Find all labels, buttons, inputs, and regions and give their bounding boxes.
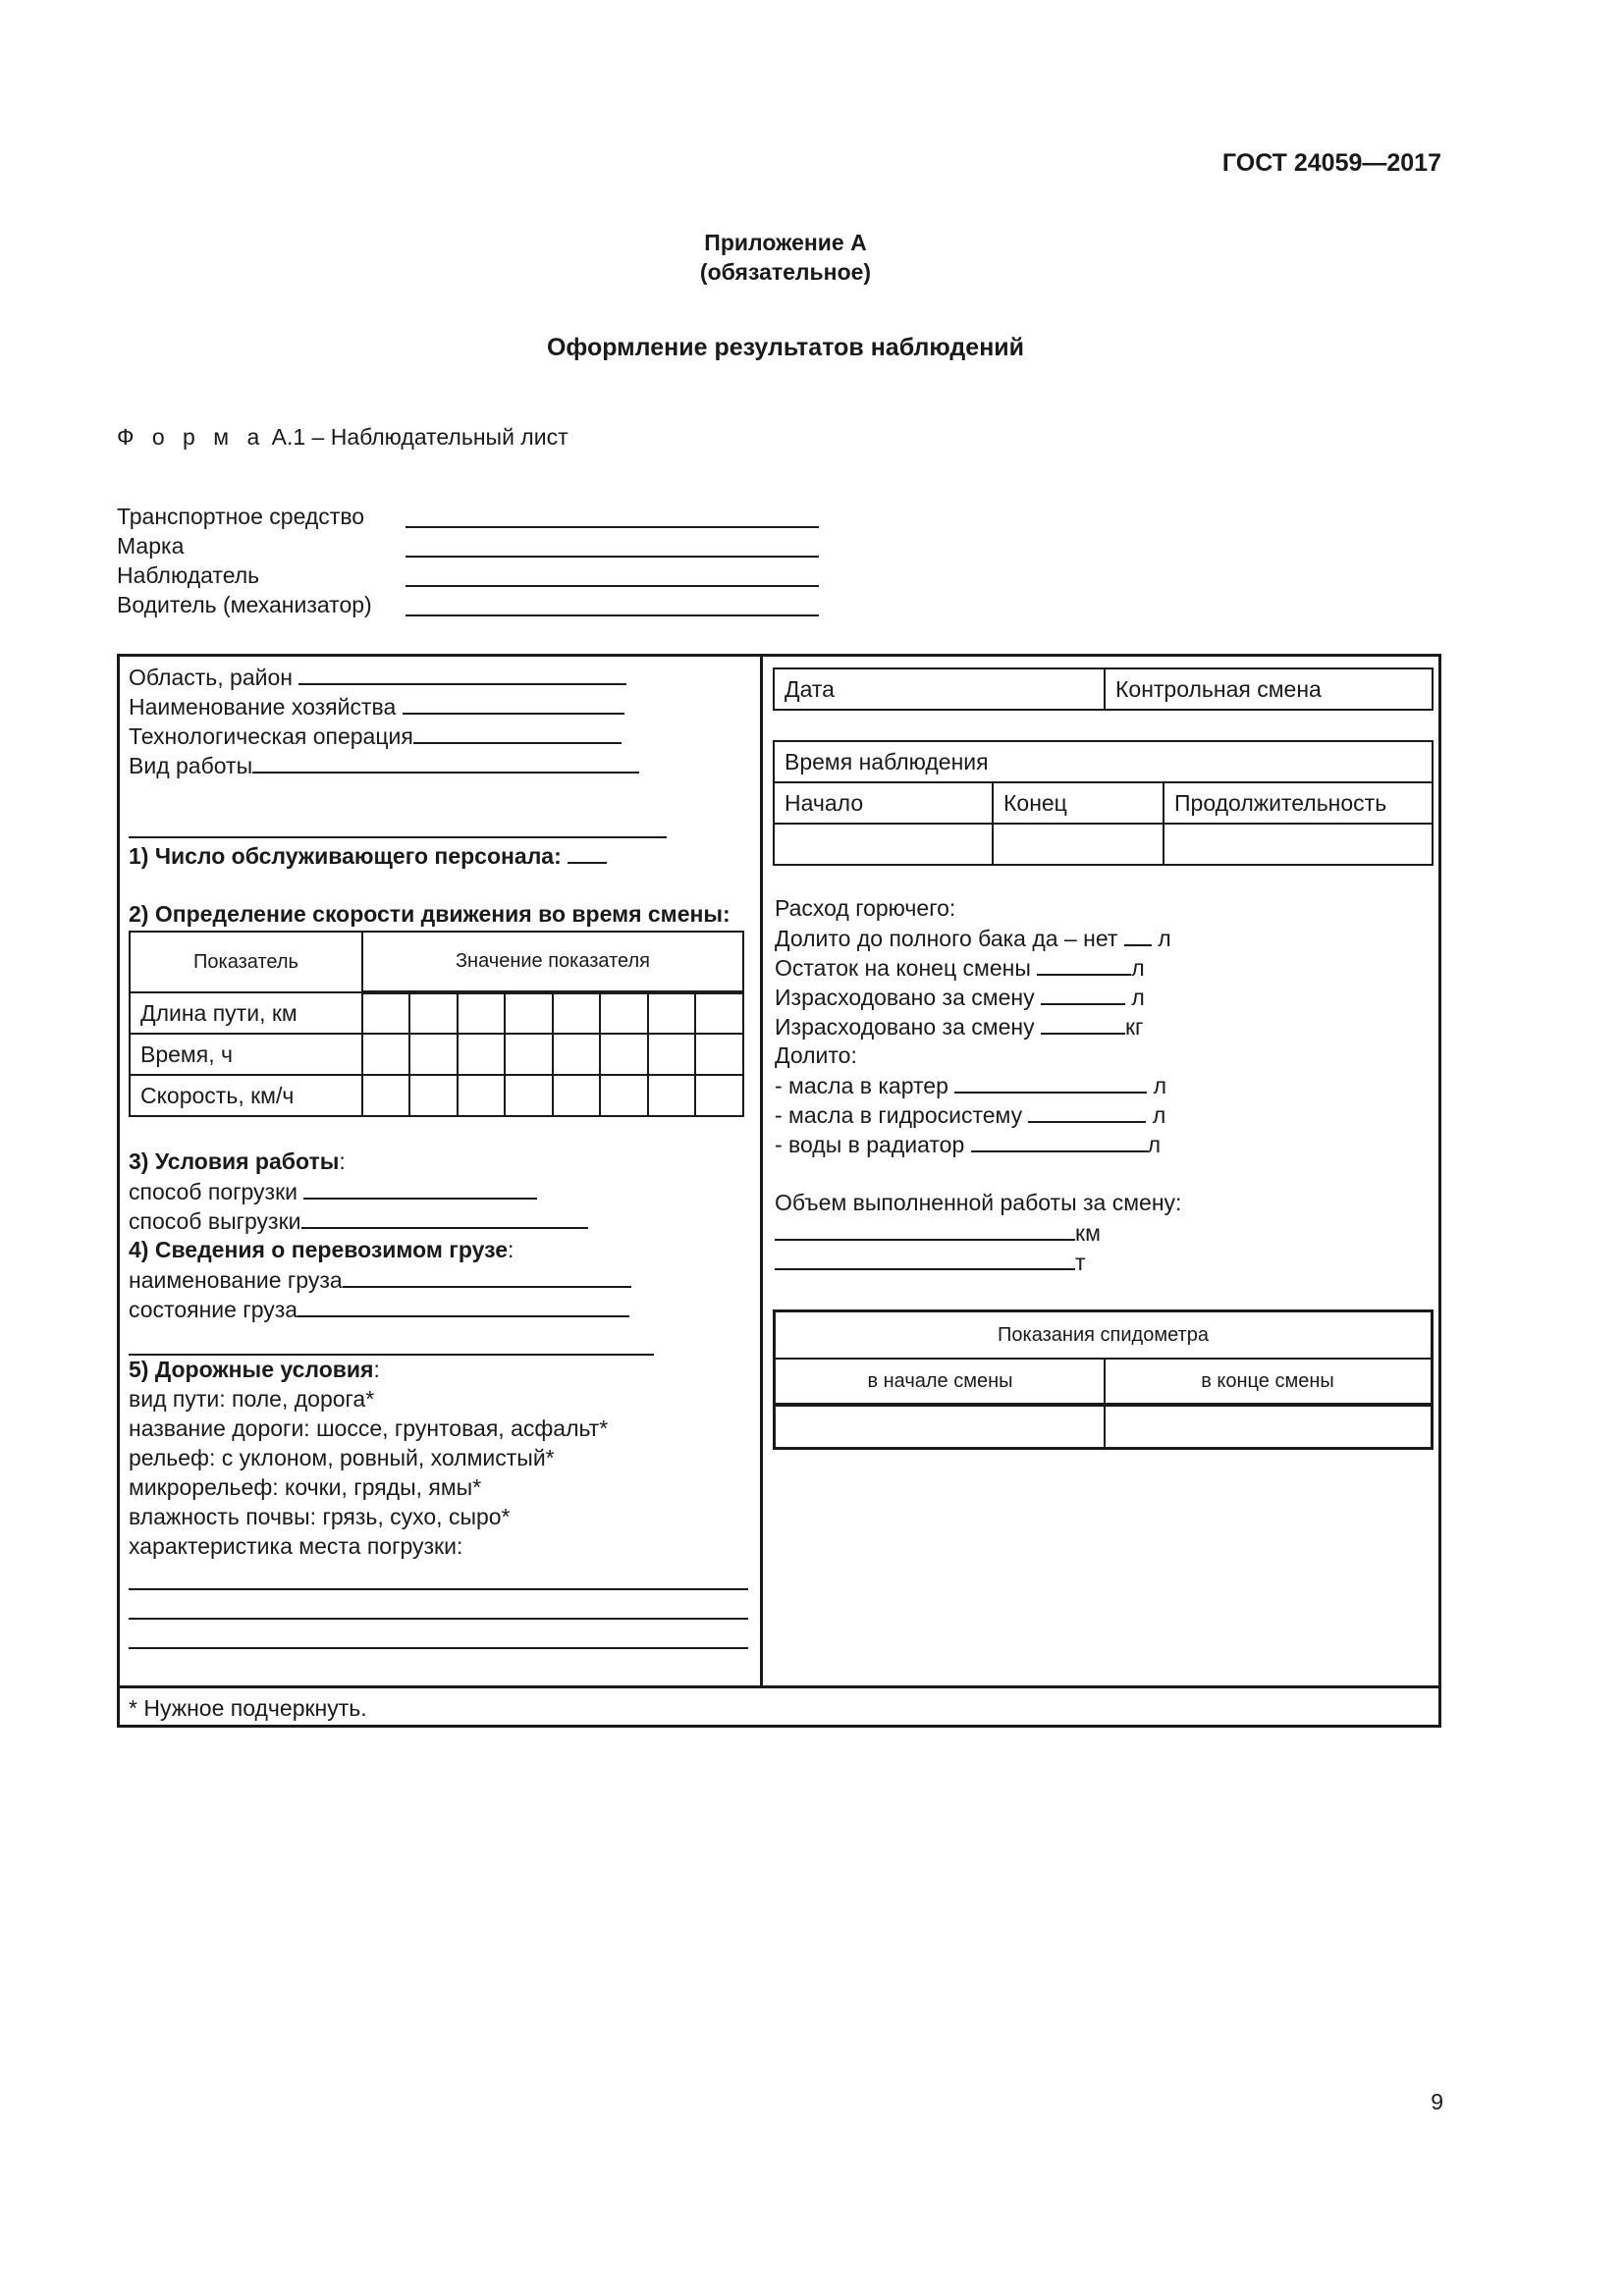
speed-cell[interactable] — [553, 1075, 600, 1116]
speedometer-start-header: в начале смены — [867, 1370, 1013, 1392]
staff-count-field[interactable] — [129, 840, 607, 871]
page-number: 9 — [1431, 2089, 1443, 2114]
speed-cell[interactable] — [409, 1034, 457, 1075]
blank-line[interactable] — [129, 1588, 748, 1590]
speed-cell[interactable] — [458, 1034, 505, 1075]
loading-label: способ погрузки — [129, 1179, 298, 1204]
speed-row-label: Время, ч — [130, 1034, 362, 1075]
speed-cell[interactable] — [505, 992, 552, 1034]
road-condition-line: микрорельеф: кочки, гряды, ямы* — [129, 1474, 482, 1500]
cargo-state-label: состояние груза — [129, 1297, 298, 1322]
speed-cell[interactable] — [648, 992, 695, 1034]
blank-line[interactable] — [129, 1647, 748, 1649]
page-title: Оформление результатов наблюдений — [546, 334, 1025, 361]
speed-cell[interactable] — [600, 992, 647, 1034]
speed-table-header-indicator: Показатель — [130, 932, 362, 992]
observation-time-table — [773, 740, 1434, 866]
fuel-remain-field[interactable]: Остаток на конец смены л — [775, 952, 1145, 983]
speed-cell[interactable] — [695, 1075, 743, 1116]
speed-cell[interactable] — [362, 1034, 409, 1075]
control-shift-cell[interactable]: Контрольная смена — [1105, 668, 1433, 710]
section-4-heading: 4) Сведения о перевозимом грузе: — [129, 1237, 514, 1262]
speedometer-table — [773, 1309, 1434, 1450]
column-divider — [760, 654, 763, 1688]
operation-field[interactable] — [129, 721, 622, 751]
cargo-name-field[interactable] — [129, 1264, 631, 1295]
speed-cell[interactable] — [362, 992, 409, 1034]
speed-cell[interactable] — [600, 1075, 647, 1116]
speed-cell[interactable] — [695, 992, 743, 1034]
road-condition-line: вид пути: поле, дорога* — [129, 1386, 375, 1412]
fuel-used-liters-field[interactable]: Израсходовано за смену л — [775, 982, 1145, 1012]
vehicle-input-line[interactable] — [406, 585, 819, 587]
speed-cell[interactable] — [458, 992, 505, 1034]
farm-field[interactable] — [129, 691, 624, 721]
blank-line[interactable] — [129, 1618, 748, 1620]
speedometer-end-cell[interactable] — [1107, 1407, 1431, 1446]
speed-cell[interactable] — [600, 1034, 647, 1075]
volume-t-field[interactable]: т — [775, 1247, 1086, 1277]
cargo-name-label: наименование груза — [129, 1267, 343, 1293]
vehicle-field-label: Наблюдатель — [117, 562, 260, 588]
loading-field[interactable] — [129, 1176, 537, 1206]
added-title: Долито: — [775, 1042, 857, 1068]
duration-cell[interactable] — [1164, 824, 1433, 865]
fuel-title: Расход горючего: — [775, 895, 956, 921]
water-radiator-field[interactable]: - воды в радиатор л — [775, 1129, 1161, 1159]
fuel-topped-field[interactable]: Долито до полного бака да – нет л — [775, 923, 1171, 953]
footnote-divider — [117, 1685, 1441, 1688]
road-condition-line: рельеф: с уклоном, ровный, холмистый* — [129, 1445, 555, 1470]
vehicle-field-label: Водитель (механизатор) — [117, 592, 372, 617]
region-field[interactable] — [129, 662, 626, 692]
section-5-heading: 5) Дорожные условия: — [129, 1357, 380, 1382]
speed-row-label: Длина пути, км — [130, 992, 362, 1034]
form-caption — [117, 424, 568, 451]
footnote: * Нужное подчеркнуть. — [129, 1695, 367, 1721]
section-2-heading: 2) Определение скорости движения во время смены: — [129, 901, 731, 927]
cargo-state-field[interactable] — [129, 1294, 629, 1324]
volume-km-field[interactable]: км — [775, 1217, 1101, 1248]
observation-time-heading: Время наблюдения — [774, 741, 1433, 782]
duration-header: Продолжительность — [1164, 782, 1433, 824]
vehicle-input-line[interactable] — [406, 614, 819, 616]
vehicle-field-label: Марка — [117, 533, 185, 559]
speed-cell[interactable] — [409, 1075, 457, 1116]
date-cell[interactable]: Дата — [774, 668, 1105, 710]
speedometer-start-cell[interactable] — [776, 1407, 1103, 1446]
appendix-title: Приложение А — [704, 230, 867, 255]
work-type-label: Вид работы — [129, 753, 253, 778]
speed-cell[interactable] — [553, 1034, 600, 1075]
vehicle-input-line[interactable] — [406, 526, 819, 528]
work-type-field[interactable] — [129, 750, 639, 780]
start-header: Начало — [774, 782, 993, 824]
vehicle-field-label: Транспортное средство — [117, 504, 365, 529]
form-caption-text: А.1 – Наблюдательный лист — [271, 424, 568, 450]
speed-cell[interactable] — [695, 1034, 743, 1075]
form-caption-prefix: Ф о р м а — [117, 424, 266, 450]
speed-cell[interactable] — [505, 1034, 552, 1075]
speed-cell[interactable] — [458, 1075, 505, 1116]
section-1-heading: 1) Число обслуживающего персонала: — [129, 843, 562, 869]
speed-cell[interactable] — [362, 1075, 409, 1116]
volume-title: Объем выполненной работы за смену: — [775, 1190, 1182, 1215]
vehicle-input-line[interactable] — [406, 556, 819, 558]
speed-table — [129, 931, 744, 1117]
speedometer-title: Показания спидометра — [998, 1324, 1209, 1346]
section-3-heading: 3) Условия работы: — [129, 1148, 346, 1174]
speed-cell[interactable] — [648, 1075, 695, 1116]
road-condition-line: характеристика места погрузки: — [129, 1533, 463, 1559]
end-header: Конец — [993, 782, 1164, 824]
vehicle-fields — [117, 502, 372, 619]
region-label: Область, район — [129, 665, 293, 690]
farm-label: Наименование хозяйства — [129, 694, 397, 720]
unloading-field[interactable] — [129, 1205, 588, 1236]
road-condition-line: название дороги: шоссе, грунтовая, асфальт* — [129, 1415, 609, 1441]
speed-table-header-value: Значение показателя — [362, 932, 743, 992]
date-shift-table — [773, 667, 1434, 711]
speed-row-label: Скорость, км/ч — [130, 1075, 362, 1116]
appendix-heading — [589, 228, 982, 287]
speed-cell[interactable] — [409, 992, 457, 1034]
speed-cell[interactable] — [648, 1034, 695, 1075]
road-condition-line: влажность почвы: грязь, сухо, сыро* — [129, 1504, 511, 1529]
blank-line[interactable] — [129, 836, 667, 838]
standard-number: ГОСТ 24059—2017 — [1221, 149, 1441, 177]
start-cell[interactable] — [774, 824, 993, 865]
oil-case-field[interactable]: - масла в картер л — [775, 1070, 1166, 1100]
fuel-used-kg-field[interactable]: Израсходовано за смену кг — [775, 1011, 1143, 1041]
appendix-subtitle: (обязательное) — [699, 259, 872, 285]
speed-cell[interactable] — [505, 1075, 552, 1116]
unloading-label: способ выгрузки — [129, 1208, 301, 1234]
end-cell[interactable] — [993, 824, 1164, 865]
operation-label: Технологическая операция — [129, 723, 413, 749]
speed-cell[interactable] — [553, 992, 600, 1034]
speedometer-end-header: в конце смены — [1201, 1370, 1334, 1392]
oil-hydraulic-field[interactable]: - масла в гидросистему л — [775, 1099, 1165, 1130]
